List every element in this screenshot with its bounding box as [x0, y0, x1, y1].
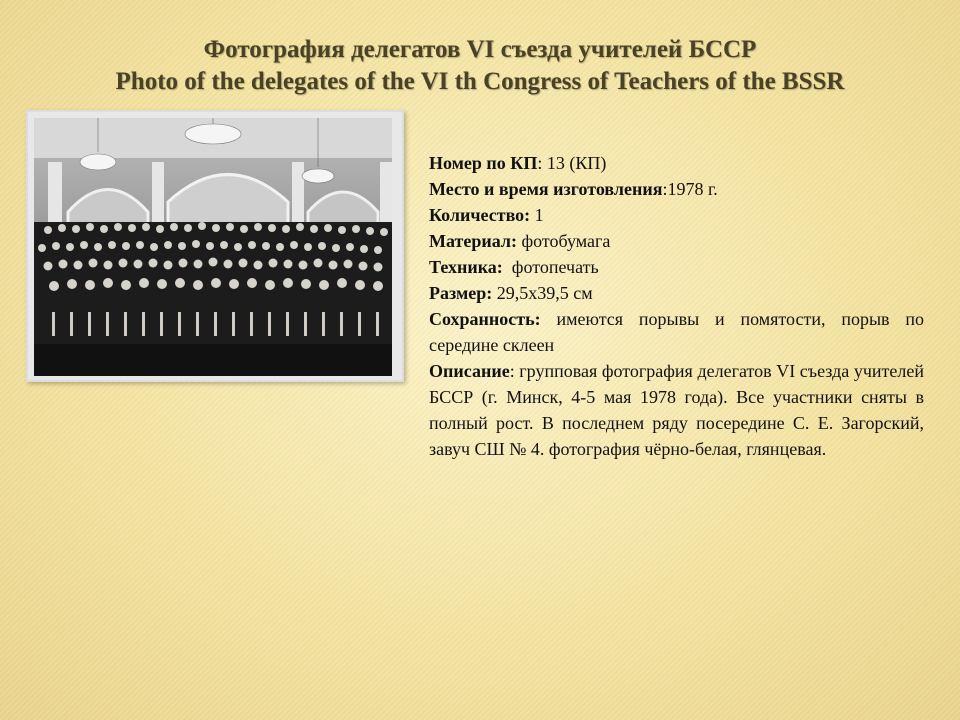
description-label: Описание [429, 361, 510, 381]
size [429, 280, 924, 306]
description-value: : групповая фотография делегатов VI съезда учителей БССР (г. Минск, 4-5 мая 1978 года). Все участники сняты в полный рост. В последнем ряду посередине С. Е. Загорский, завуч СШ № 4. фотография чёрно-белая, глянцевая. [429, 361, 924, 459]
quantity [429, 202, 924, 228]
title-russian: Фотография делегатов VI съезда учителей БССР [203, 36, 757, 63]
place-label: Место и время изготовления [429, 179, 663, 199]
condition [429, 306, 924, 358]
technique-label: Техника: [429, 257, 503, 277]
size-label: Размер: [429, 283, 493, 303]
material-value: фотобумага [517, 231, 611, 251]
place-value: :1978 г. [662, 179, 718, 199]
technique-value: фотопечать [502, 257, 599, 277]
quantity-label: Количество: [429, 205, 531, 225]
quantity-value: 1 [530, 205, 544, 225]
size-value: 29,5х39,5 см [492, 283, 593, 303]
place-time [429, 176, 924, 202]
condition-value: имеются порывы и помятости, порыв по середине склеен [429, 309, 924, 355]
photo-details [429, 150, 924, 462]
title-english: Photo of the delegates of the VI th Congress of Teachers of the BSSR [115, 68, 845, 95]
kp-number [429, 150, 924, 176]
material-label: Материал: [429, 231, 517, 251]
kp-value: : 13 (КП) [537, 153, 607, 173]
condition-label: Сохранность: [429, 309, 541, 329]
material [429, 228, 924, 254]
kp-label: Номер по КП [429, 153, 538, 173]
slide-title [0, 34, 960, 98]
description [429, 358, 924, 462]
technique [429, 254, 924, 280]
group-photo [26, 110, 404, 382]
